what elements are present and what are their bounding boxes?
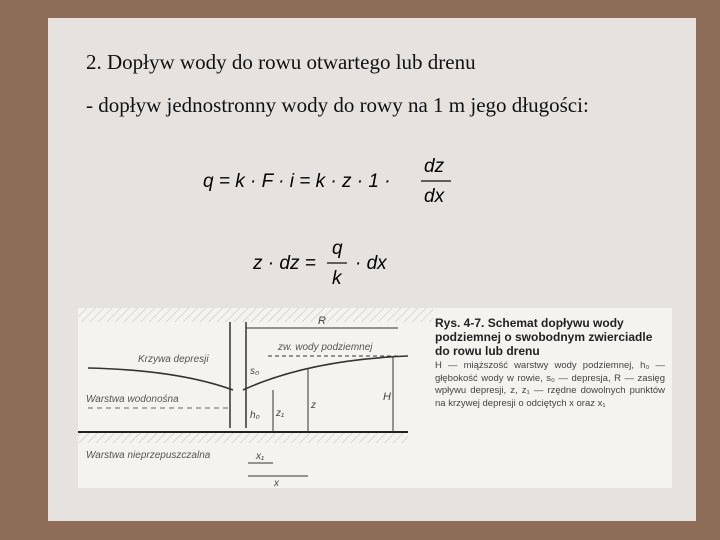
slide-subtitle: - dopływ jednostronny wody do rowy na 1 m jego długości:: [86, 93, 589, 117]
label-x1: x₁: [256, 451, 265, 462]
label-water-layer: Warstwa wodonośna: [86, 394, 179, 405]
label-H: H: [383, 391, 391, 403]
depression-curve-left: [88, 368, 233, 390]
label-R: R: [318, 315, 326, 327]
figure-caption-legend: H — miąższość warstwy wody podziemnej, h₀ — głębokość wody w rowie, s₀ — depresja, R — zasięg wpływu depresji, z, z₁ — rzędne dowolnych punktów na krzywej depresji o odciętych x oraz x₁: [435, 360, 665, 409]
label-depression-curve: Krzywa depresji: [138, 354, 209, 365]
impermeable-hatch: [78, 433, 408, 443]
ground-surface-hatch: [78, 308, 433, 322]
slide-title: 2. Dopływ wody do rowu otwartego lub drenu: [86, 50, 476, 74]
formula1-numerator: dz: [424, 156, 445, 177]
formula2-numerator: q: [332, 238, 343, 259]
formula2-denominator: k: [332, 268, 342, 289]
label-h0: h₀: [250, 410, 260, 421]
formula2-lhs: z · dz =: [253, 253, 316, 274]
label-s0: s₀: [250, 366, 260, 377]
label-z: z: [311, 400, 316, 411]
figure-caption: [435, 316, 665, 410]
slide: [48, 18, 696, 521]
formula2-rhs: · dx: [355, 253, 387, 274]
depression-curve-right: [243, 356, 408, 390]
formula1-denominator: dx: [424, 186, 445, 207]
figure-diagram: [78, 308, 433, 488]
label-impermeable-layer: Warstwa nieprzepuszczalna: [86, 450, 211, 461]
formula-separated: [253, 232, 453, 302]
label-groundwater-table: zw. wody podziemnej: [278, 342, 373, 353]
label-x: x: [274, 478, 279, 488]
figure-caption-head: Rys. 4-7. Schemat dopływu wody podziemnej o swobodnym zwierciadle do rowu lub drenu: [435, 316, 653, 358]
formula1-lhs: q = k · F · i = k · z · 1 ·: [203, 171, 391, 192]
formula-flow-rate: [203, 150, 473, 210]
figure-scan: [78, 308, 672, 488]
label-z1: z₁: [276, 408, 285, 419]
